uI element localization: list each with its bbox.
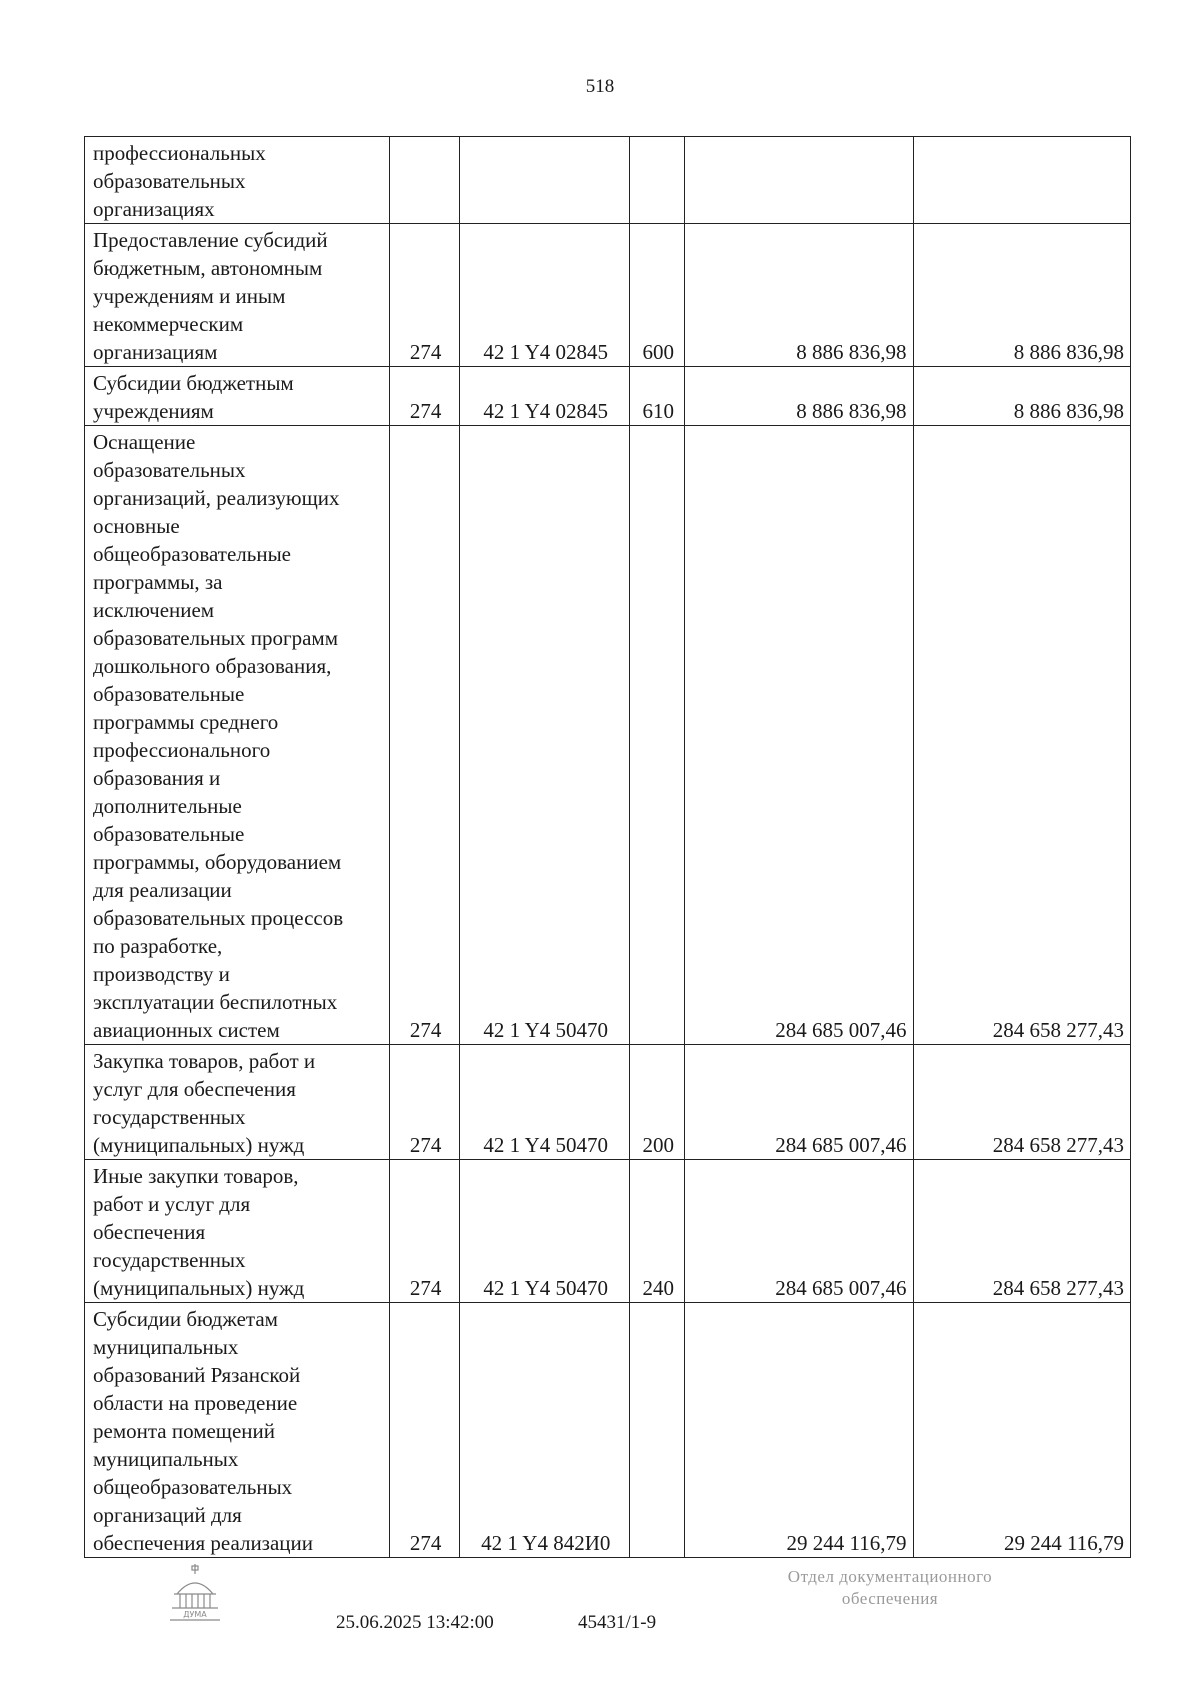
row-name-cell: Иные закупки товаров, работ и услуг для обеспечения государственных (муниципальных) нужд xyxy=(85,1160,390,1303)
amount-planned-cell: 284 685 007,46 xyxy=(685,1160,913,1303)
ministry-code-cell: 274 xyxy=(390,1303,460,1558)
page-number: 518 xyxy=(585,76,615,97)
amount-executed-cell: 284 658 277,43 xyxy=(913,1160,1130,1303)
expense-type-cell: 610 xyxy=(630,367,685,426)
ministry-code-cell: 274 xyxy=(390,426,460,1045)
table-row xyxy=(85,1303,1131,1558)
expense-type-cell: 200 xyxy=(630,1045,685,1160)
target-article-cell: 42 1 Y4 50470 xyxy=(460,1160,630,1303)
expense-type-cell xyxy=(630,137,685,224)
ministry-code-cell: 274 xyxy=(390,1160,460,1303)
target-article-cell: 42 1 Y4 50470 xyxy=(460,1045,630,1160)
expense-type-cell: 240 xyxy=(630,1160,685,1303)
target-article-cell: 42 1 Y4 02845 xyxy=(460,224,630,367)
department-stamp xyxy=(740,1566,1040,1610)
duma-emblem-icon xyxy=(166,1562,224,1622)
amount-planned-cell xyxy=(685,137,913,224)
table-row xyxy=(85,1160,1131,1303)
table-row xyxy=(85,137,1131,224)
target-article-cell xyxy=(460,137,630,224)
svg-text:ДУМА: ДУМА xyxy=(183,1610,207,1619)
ministry-code-cell: 274 xyxy=(390,1045,460,1160)
table-row xyxy=(85,224,1131,367)
row-name-cell: Субсидии бюджетным учреждениям xyxy=(85,367,390,426)
ministry-code-cell xyxy=(390,137,460,224)
footer-date: 25.06.2025 13:42:00 xyxy=(336,1612,494,1633)
target-article-cell: 42 1 Y4 50470 xyxy=(460,426,630,1045)
footer-doc-number: 45431/1-9 xyxy=(578,1612,657,1633)
table-row xyxy=(85,1045,1131,1160)
stamp-line: Отдел документационного xyxy=(787,1567,993,1586)
amount-planned-cell: 29 244 116,79 xyxy=(685,1303,913,1558)
amount-planned-cell: 284 685 007,46 xyxy=(685,1045,913,1160)
amount-planned-cell: 284 685 007,46 xyxy=(685,426,913,1045)
row-name-cell: Предоставление субсидий бюджетным, автономным учреждениям и иным некоммерческим организациям xyxy=(85,224,390,367)
expense-type-cell xyxy=(630,426,685,1045)
table-row xyxy=(85,367,1131,426)
amount-executed-cell: 284 658 277,43 xyxy=(913,1045,1130,1160)
row-name-cell: Субсидии бюджетам муниципальных образований Рязанской области на проведение ремонта помещений муниципальных общеобразовательных организаций для обеспечения реализации xyxy=(85,1303,390,1558)
stamp-line: обеспечения xyxy=(841,1589,939,1608)
row-name-cell: профессиональных образовательных организациях xyxy=(85,137,390,224)
table-row xyxy=(85,426,1131,1045)
amount-executed-cell: 8 886 836,98 xyxy=(913,224,1130,367)
row-name-cell: Оснащение образовательных организаций, реализующих основные общеобразовательные программы, за исключением образовательных программ дошкольного образования, образовательные программы среднего профессионального образования и дополнительные образовательные программы, оборудованием для реализации образовательных процессов по разработке, производству и эксплуатации беспилотных авиационных систем xyxy=(85,426,390,1045)
row-name-cell: Закупка товаров, работ и услуг для обеспечения государственных (муниципальных) нужд xyxy=(85,1045,390,1160)
ministry-code-cell: 274 xyxy=(390,224,460,367)
target-article-cell: 42 1 Y4 02845 xyxy=(460,367,630,426)
budget-table xyxy=(84,136,1131,1558)
ministry-code-cell: 274 xyxy=(390,367,460,426)
expense-type-cell xyxy=(630,1303,685,1558)
amount-executed-cell xyxy=(913,137,1130,224)
target-article-cell: 42 1 Y4 842И0 xyxy=(460,1303,630,1558)
amount-executed-cell: 284 658 277,43 xyxy=(913,426,1130,1045)
amount-planned-cell: 8 886 836,98 xyxy=(685,367,913,426)
amount-executed-cell: 29 244 116,79 xyxy=(913,1303,1130,1558)
expense-type-cell: 600 xyxy=(630,224,685,367)
amount-executed-cell: 8 886 836,98 xyxy=(913,367,1130,426)
amount-planned-cell: 8 886 836,98 xyxy=(685,224,913,367)
